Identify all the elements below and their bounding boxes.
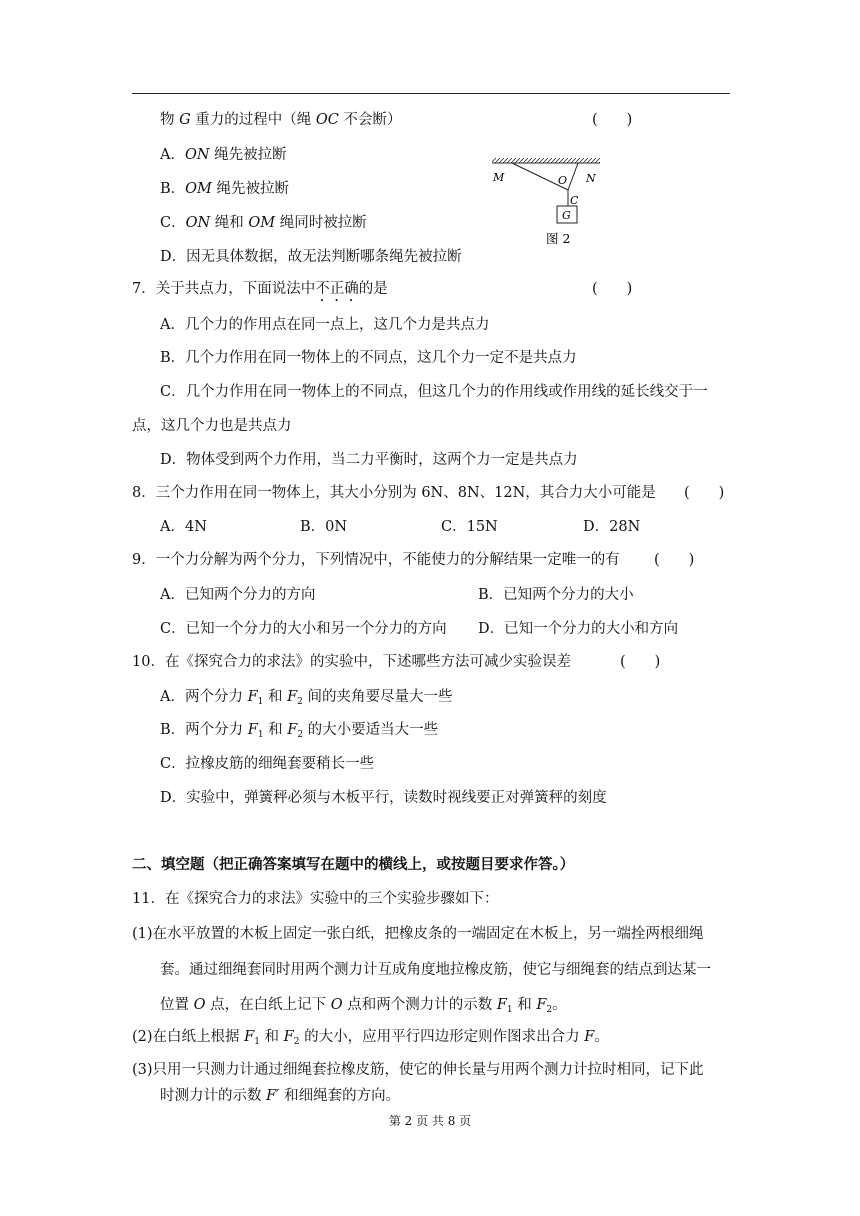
q7-answer-blank[interactable]: ( ) (592, 281, 633, 297)
q7-option-c-line1[interactable]: C．几个力作用在同一物体上的不同点，但这几个力的作用线或作用线的延长线交于一 (160, 384, 708, 400)
q8-option-c[interactable]: C．15N (441, 519, 498, 535)
page-footer: 第 2 页 共 8 页 (388, 1114, 472, 1128)
q9-stem: 9．一个力分解为两个分力，下列情况中，不能使力的分解结果一定唯一的有 (132, 552, 620, 568)
rope-on (568, 163, 578, 190)
q7-option-b[interactable]: B．几个力作用在同一物体上的不同点，这几个力一定不是共点力 (160, 350, 577, 366)
q8-option-a[interactable]: A．4N (160, 519, 207, 535)
header-rule (132, 93, 730, 94)
section-2-heading: 二、填空题（把正确答案填写在题中的横线上，或按题目要求作答。） (132, 856, 575, 873)
q11-step1-line1: (1)在水平放置的木板上固定一张白纸，把橡皮条的一端固定在木板上，另一端拴两根细绳 (132, 926, 704, 942)
figure-2-diagram (488, 150, 608, 250)
q7-stem: 7．关于共点力，下面说法中不正确的是 (132, 281, 388, 297)
q6-answer-blank[interactable]: ( ) (592, 112, 633, 128)
label-m: M (493, 171, 505, 184)
q11-step1-line2: 套。通过细绳套同时用两个测力计互成角度地拉橡皮筋，使它与细绳套的结点到达某一 (160, 962, 711, 978)
q9-option-b[interactable]: B．已知两个分力的大小 (478, 587, 634, 603)
q10-option-c[interactable]: C．拉橡皮筋的细绳套要稍长一些 (160, 756, 375, 772)
q11-step3-line1: (3)只用一只测力计通过细绳套拉橡皮筋，使它的伸长量与用两个测力计拉时相同，记下此 (132, 1062, 704, 1078)
q6-option-a[interactable]: A．ON 绳先被拉断 (160, 147, 287, 163)
q6-option-d[interactable]: D．因无具体数据，故无法判断哪条绳先被拉断 (160, 249, 462, 265)
q11-step2: (2)在白纸上根据 $F_1$ 和 $F_2$ 的大小，应用平行四边形定则作图求出合力 F。 (132, 1029, 609, 1047)
q11-stem: 11．在《探究合力的求法》实验中的三个实验步骤如下： (132, 891, 499, 907)
figure-caption: 图 2 (546, 231, 571, 246)
label-n: N (586, 172, 596, 185)
q10-stem: 10．在《探究合力的求法》的实验中，下述哪些方法可减少实验误差 (132, 654, 571, 670)
q6-option-b[interactable]: B．OM 绳先被拉断 (160, 181, 289, 197)
q11-step1-line3: 位置 O 点，在白纸上记下 O 点和两个测力计的示数 $F_1$ 和 $F_2$。 (160, 997, 567, 1015)
label-c: C (570, 194, 579, 207)
q8-stem: 8．三个力作用在同一物体上，其大小分别为 6N、8N、12N，其合力大小可能是 (132, 485, 656, 501)
q8-option-b[interactable]: B．0N (300, 519, 348, 535)
q10-option-a[interactable]: A．两个分力 $F_1$ 和 $F_2$ 间的夹角要尽量大一些 (160, 689, 453, 707)
q10-answer-blank[interactable]: ( ) (620, 654, 661, 670)
q7-option-c-line2: 点，这几个力也是共点力 (132, 418, 292, 434)
q6-stem: 物 G 重力的过程中（绳 OC 不会断） (160, 112, 402, 128)
q9-answer-blank[interactable]: ( ) (654, 552, 695, 568)
q9-option-d[interactable]: D．已知一个分力的大小和方向 (478, 621, 679, 637)
ceiling-hatch (492, 158, 600, 163)
q7-option-a[interactable]: A．几个力的作用点在同一点上，这几个力是共点力 (160, 317, 490, 333)
q8-answer-blank[interactable]: ( ) (684, 485, 725, 501)
q7-option-d[interactable]: D．物体受到两个力作用，当二力平衡时，这两个力一定是共点力 (160, 452, 578, 468)
label-g: G (562, 209, 571, 222)
q10-option-b[interactable]: B．两个分力 $F_1$ 和 $F_2$ 的大小要适当大一些 (160, 722, 439, 740)
q10-option-d[interactable]: D．实验中，弹簧秤必须与木板平行，读数时视线要正对弹簧秤的刻度 (160, 790, 607, 806)
q11-step3-line2: 时测力计的示数 F′ 和细绳套的方向。 (160, 1088, 401, 1104)
q9-option-a[interactable]: A．已知两个分力的方向 (160, 587, 316, 603)
q9-option-c[interactable]: C．已知一个分力的大小和另一个分力的方向 (160, 621, 447, 637)
q8-option-d[interactable]: D．28N (583, 519, 641, 535)
label-o: O (558, 174, 568, 187)
q6-option-c[interactable]: C．ON 绳和 OM 绳同时被拉断 (160, 215, 367, 231)
